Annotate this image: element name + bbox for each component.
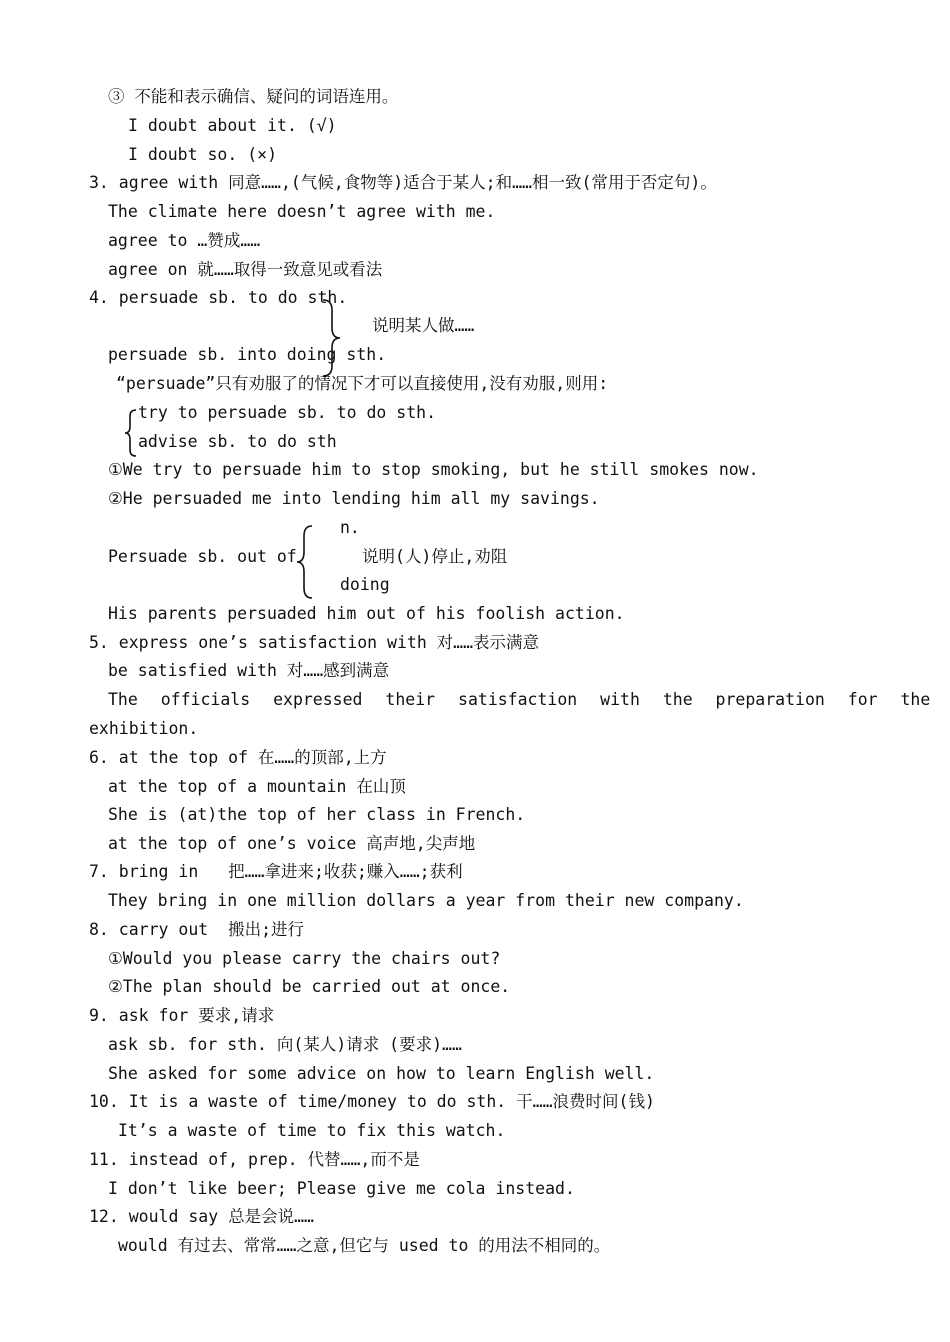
left-brace <box>295 524 315 600</box>
phrase-line: agree on 就……取得一致意见或看法 <box>108 260 383 279</box>
phrase-line: Persuade sb. out of <box>108 547 297 566</box>
phrase-line: try to persuade sb. to do sth. <box>138 403 437 422</box>
example-sentence: The climate here doesn’t agree with me. <box>108 202 496 221</box>
entry-heading-7: 7. bring in 把……拿进来;收获;赚入……;获利 <box>89 862 463 881</box>
brace-option: n. <box>340 518 360 537</box>
entry-heading-6: 6. at the top of 在……的顶部,上方 <box>89 748 387 767</box>
example-sentence: ②He persuaded me into lending him all my savings. <box>108 489 600 508</box>
phrase-line: at the top of a mountain 在山顶 <box>108 777 406 796</box>
example-sentence: I doubt about it. (√) <box>128 116 337 135</box>
entry-heading-5: 5. express one’s satisfaction with 对……表示满意 <box>89 633 540 652</box>
left-brace <box>124 408 138 458</box>
phrase-line: be satisfied with 对……感到满意 <box>108 661 390 680</box>
usage-note: would 有过去、常常……之意,但它与 used to 的用法不相同的。 <box>118 1236 611 1255</box>
entry-heading-12: 12. would say 总是会说…… <box>89 1207 314 1226</box>
entry-heading-10: 10. It is a waste of time/money to do sth. 干……浪费时间(钱) <box>89 1092 655 1111</box>
example-sentence: I don’t like beer; Please give me cola instead. <box>108 1179 575 1198</box>
phrase-line: persuade sb. into doing sth. <box>108 345 387 364</box>
usage-note: “persuade”只有劝服了的情况下才可以直接使用,没有劝服,则用: <box>116 374 609 393</box>
entry-heading-4: 4. persuade sb. to do sth. <box>89 288 348 307</box>
note-item-3-doubt: ③ 不能和表示确信、疑问的词语连用。 <box>108 87 399 106</box>
right-brace <box>320 298 344 378</box>
example-sentence: She is (at)the top of her class in French. <box>108 805 526 824</box>
phrase-line: agree to …赞成…… <box>108 231 261 250</box>
example-sentence: His parents persuaded him out of his foolish action. <box>108 604 625 623</box>
example-sentence: ①Would you please carry the chairs out? <box>108 949 501 968</box>
example-sentence: ②The plan should be carried out at once. <box>108 977 511 996</box>
entry-heading-8: 8. carry out 搬出;进行 <box>89 920 305 939</box>
example-sentence: It’s a waste of time to fix this watch. <box>118 1121 506 1140</box>
example-sentence-continued: exhibition. <box>89 719 199 738</box>
example-sentence: She asked for some advice on how to learn English well. <box>108 1064 655 1083</box>
phrase-line: at the top of one’s voice 高声地,尖声地 <box>108 834 476 853</box>
example-sentence: They bring in one million dollars a year from their new company. <box>108 891 744 910</box>
brace-option: doing <box>340 575 390 594</box>
example-sentence: ①We try to persuade him to stop smoking, but he still smokes now. <box>108 460 759 479</box>
phrase-line: ask sb. for sth. 向(某人)请求 (要求)…… <box>108 1035 462 1054</box>
brace-note: 说明某人做…… <box>372 316 475 335</box>
phrase-line: advise sb. to do sth <box>138 432 337 451</box>
entry-heading-9: 9. ask for 要求,请求 <box>89 1006 275 1025</box>
example-sentence: I doubt so. (×) <box>128 145 278 164</box>
brace-note: 说明(人)停止,劝阻 <box>362 547 508 566</box>
entry-heading-11: 11. instead of, prep. 代替……,而不是 <box>89 1150 420 1169</box>
entry-heading-3: 3. agree with 同意……,(气候,食物等)适合于某人;和……相一致(常用于否定句)。 <box>89 173 717 192</box>
example-sentence: The officials expressed their satisfaction with the preparation for the <box>108 690 931 709</box>
